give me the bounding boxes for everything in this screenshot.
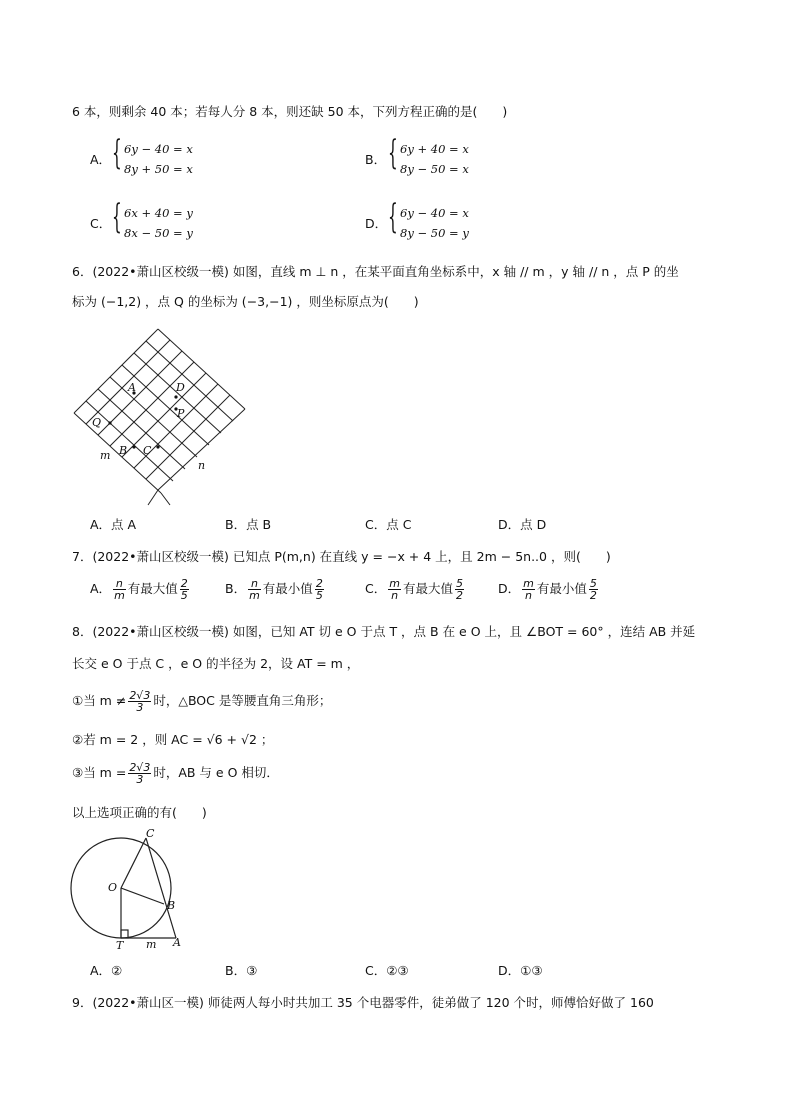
- label-a: A: [128, 381, 136, 394]
- label-m: m: [146, 938, 157, 950]
- label-c: C: [143, 444, 152, 457]
- label-m: m: [100, 449, 111, 462]
- q5-stem: 6 本，则剩余 40 本；若每人分 8 本，则还缺 50 本，下列方程正确的是( ): [72, 104, 508, 119]
- q5-option-b-label: B．: [365, 152, 387, 167]
- q8-statement-1: ①当 m ≠ $\frac{2√3}{3}$ 时，△BOC 是等腰直角三角形；: [72, 689, 332, 714]
- q7-option-c: C． $\frac{m}{n}$ 有最大值 $\frac{5}{2}$: [365, 577, 463, 602]
- q8-circle-figure: [66, 828, 196, 950]
- label-t: T: [116, 939, 124, 950]
- q6-option-b: B．点 B: [225, 517, 272, 532]
- q5-b-eq1: 6y + 40 = x: [400, 142, 469, 156]
- segment-ob: [121, 888, 164, 904]
- label-b: B: [167, 899, 176, 912]
- q6-grid-figure: [70, 325, 250, 510]
- q7-stem: 7．(2022•萧山区校级一模) 已知点 P(m,n) 在直线 y = −x + 4 上，且 2m − 5n..0 ，则( ): [72, 549, 611, 564]
- q7-option-d: D． $\frac{m}{n}$ 有最小值 $\frac{5}{2}$: [498, 577, 597, 602]
- q7-option-b: B． $\frac{n}{m}$ 有最小值 $\frac{2}{5}$: [225, 577, 323, 602]
- q6-option-c: C．点 C: [365, 517, 412, 532]
- q7-option-a: A． $\frac{n}{m}$ 有最大值 $\frac{2}{5}$: [90, 577, 188, 602]
- q5-option-d-label: D．: [365, 216, 388, 231]
- point-b-dot: [132, 445, 135, 448]
- grid-points: [108, 391, 177, 448]
- q5-a-eq2: 8y + 50 = x: [124, 162, 193, 176]
- label-n: n: [198, 459, 206, 472]
- q5-c-eq1: 6x + 40 = y: [124, 206, 193, 220]
- q5-c-eq2: 8x − 50 = y: [124, 226, 193, 240]
- q8-option-d: D．①③: [498, 963, 543, 978]
- segment-oc: [121, 838, 146, 888]
- q8-option-c: C．②③: [365, 963, 409, 978]
- point-c-dot: [156, 445, 159, 448]
- q9-stem: 9．(2022•萧山区一模) 师徒两人每小时共加工 35 个电器零件，徒弟做了 120 个时，师傅恰好做了 160: [72, 995, 654, 1010]
- q5-d-eq1: 6y − 40 = x: [400, 206, 469, 220]
- point-d-dot: [174, 395, 177, 398]
- q8-statement-2: ②若 m = 2 ，则 AC = √6 + √2 ；: [72, 732, 274, 747]
- q8-statement-3: ③当 m = $\frac{2√3}{3}$ 时，AB 与 e O 相切．: [72, 761, 279, 786]
- q8-prompt: 以上选项正确的有( ): [72, 805, 207, 820]
- q6-option-a: A．点 A: [90, 517, 137, 532]
- q6-stem-line1: 6．(2022•萧山区校级一模) 如图，直线 m ⊥ n ，在某平面直角坐标系中，x 轴 // m ，y 轴 // n ，点 P 的坐: [72, 264, 679, 279]
- label-a: A: [173, 936, 181, 949]
- q8-stem-line2: 长交 e O 于点 C ，e O 的半径为 2，设 AT = m ，: [72, 656, 360, 671]
- q5-option-c-label: C．: [90, 216, 112, 231]
- q5-d-eq2: 8y − 50 = y: [400, 226, 469, 240]
- label-q: Q: [92, 416, 102, 429]
- q6-stem-line2: 标为 (−1,2) ，点 Q 的坐标为 (−3,−1) ，则坐标原点为( ): [72, 294, 419, 309]
- q5-b-eq2: 8y − 50 = x: [400, 162, 469, 176]
- label-o: O: [108, 881, 118, 894]
- label-c: C: [146, 828, 155, 840]
- q5-option-a-label: A．: [90, 152, 112, 167]
- q8-option-a: A．②: [90, 963, 123, 978]
- label-b: B: [119, 444, 128, 457]
- q8-option-b: B．③: [225, 963, 258, 978]
- q6-option-d: D．点 D: [498, 517, 547, 532]
- label-p: P: [177, 407, 185, 420]
- right-angle-mark: [121, 930, 128, 938]
- point-q-dot: [108, 421, 111, 424]
- label-d: D: [176, 381, 185, 394]
- q8-stem-line1: 8．(2022•萧山区校级一模) 如图，已知 AT 切 e O 于点 T ，点 B 在 e O 上，且 ∠BOT = 60° ，连结 AB 并延: [72, 624, 696, 639]
- q5-a-eq1: 6y − 40 = x: [124, 142, 193, 156]
